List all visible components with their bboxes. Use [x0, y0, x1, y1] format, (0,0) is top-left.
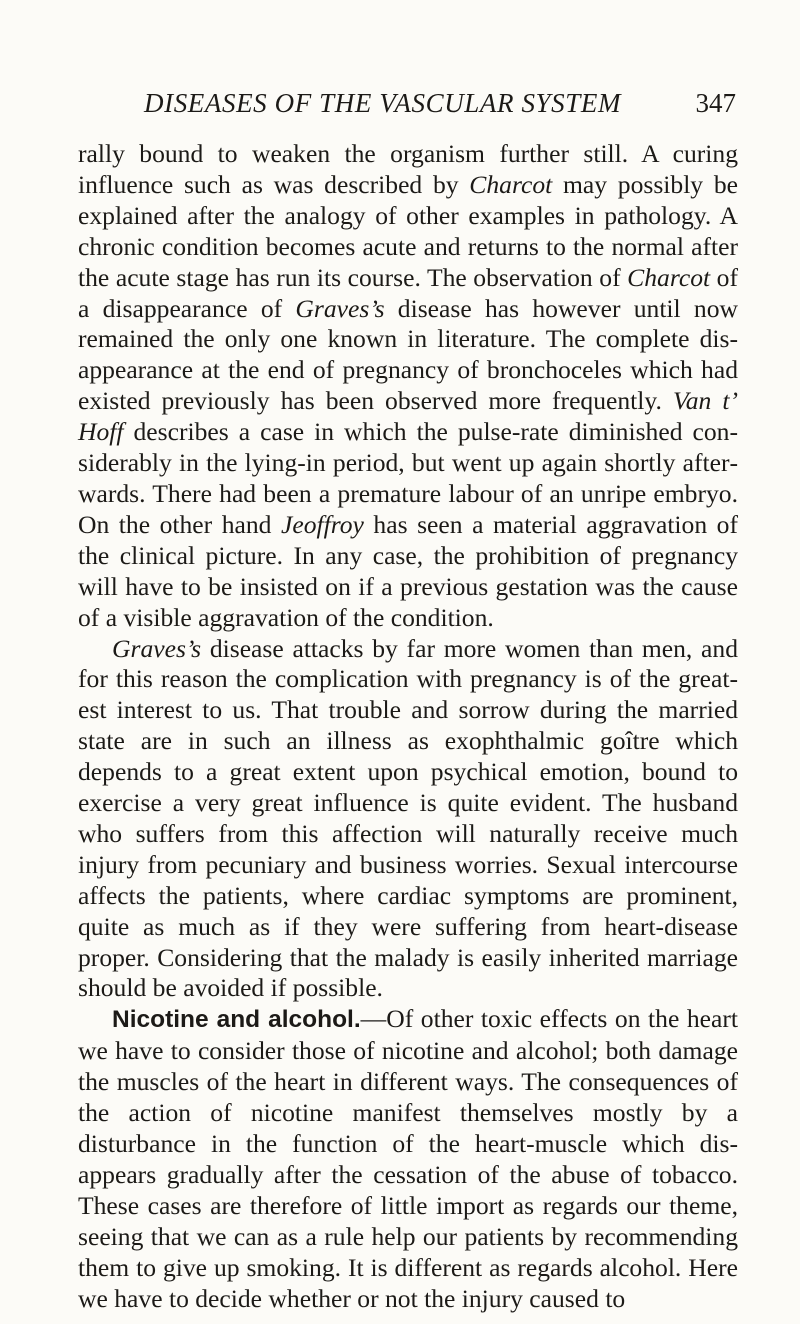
- text-run: describes a case in which the pulse-rate diminished considerably in the lying-in period, but went up again shortly afterwards. There had been a premature labour of an unripe embryo. On the other hand: [78, 417, 738, 539]
- person-name-graves: Graves’s: [112, 633, 202, 663]
- person-name-jeoffroy: Jeoffroy: [281, 509, 364, 539]
- person-name-graves: Graves’s: [295, 293, 385, 323]
- person-name-charcot: Charcot: [469, 169, 553, 199]
- paragraph-graves-disease: [78, 634, 738, 1005]
- page-number: 347: [695, 88, 736, 118]
- text-run: may possibly be explained after the analogy of other examples in pathology. A chronic condition becomes acute and returns to the normal after the acute stage has run its course. The observation of: [78, 169, 738, 292]
- section-heading-nicotine-alcohol: Nicotine and alcohol.: [112, 1006, 361, 1034]
- text-run: of a disappearance of: [78, 262, 738, 323]
- body-text: [78, 139, 738, 1314]
- person-name-van-t-hoff: Van t’ Hoff: [78, 386, 738, 447]
- text-run: rally bound to weaken the organism further still. A curing influence such as was described by: [78, 139, 738, 199]
- person-name-charcot: Charcot: [627, 262, 711, 292]
- text-run: disease has however until now remained the only one known in literature. The complete disappearance at the end of pregnancy of bronchoceles which had existed previously has been observed more frequently.: [78, 293, 738, 416]
- text-run: has seen a material aggravation of the clinical picture. In any case, the prohibition of pregnancy will have to be insisted on if a previous gestation was the cause of a visible aggravation of the condition.: [78, 509, 738, 632]
- running-title: DISEASES OF THE VASCULAR SYSTEM: [144, 88, 622, 118]
- paragraph-continued: [78, 139, 738, 634]
- paragraph-nicotine-alcohol: [78, 1004, 738, 1314]
- text-run: —Of other toxic effects on the heart we have to consider those of nicotine and alcohol; both damage the muscles of the heart in different ways. The consequences of the action of nicotine manifest themselves mostly by a disturbance in the function of the heart-muscle which disappears gradually after the cessation of the abuse of tobacco. These cases are therefore of little import as regards our theme, seeing that we can as a rule help our patients by recommending them to give up smoking. It is different as regards alcohol. Here we have to decide whether or not the injury caused to: [78, 1004, 739, 1313]
- text-run: disease attacks by far more women than men, and for this reason the complication with pregnancy is of the greatest interest to us. That trouble and sorrow during the married state are in such an illness as exophthalmic goître which depends to a great extent upon psychical emotion, bound to exercise a very great influence is quite evident. The husband who suffers from this affection will naturally receive much injury from pecuniary and business worries. Sexual intercourse affects the patients, where cardiac symptoms are prominent, quite as much as if they were suffering from heart-disease proper. Considering that the malady is easily inherited marriage should be avoided if possible.: [78, 633, 738, 1003]
- page-header: [78, 88, 736, 128]
